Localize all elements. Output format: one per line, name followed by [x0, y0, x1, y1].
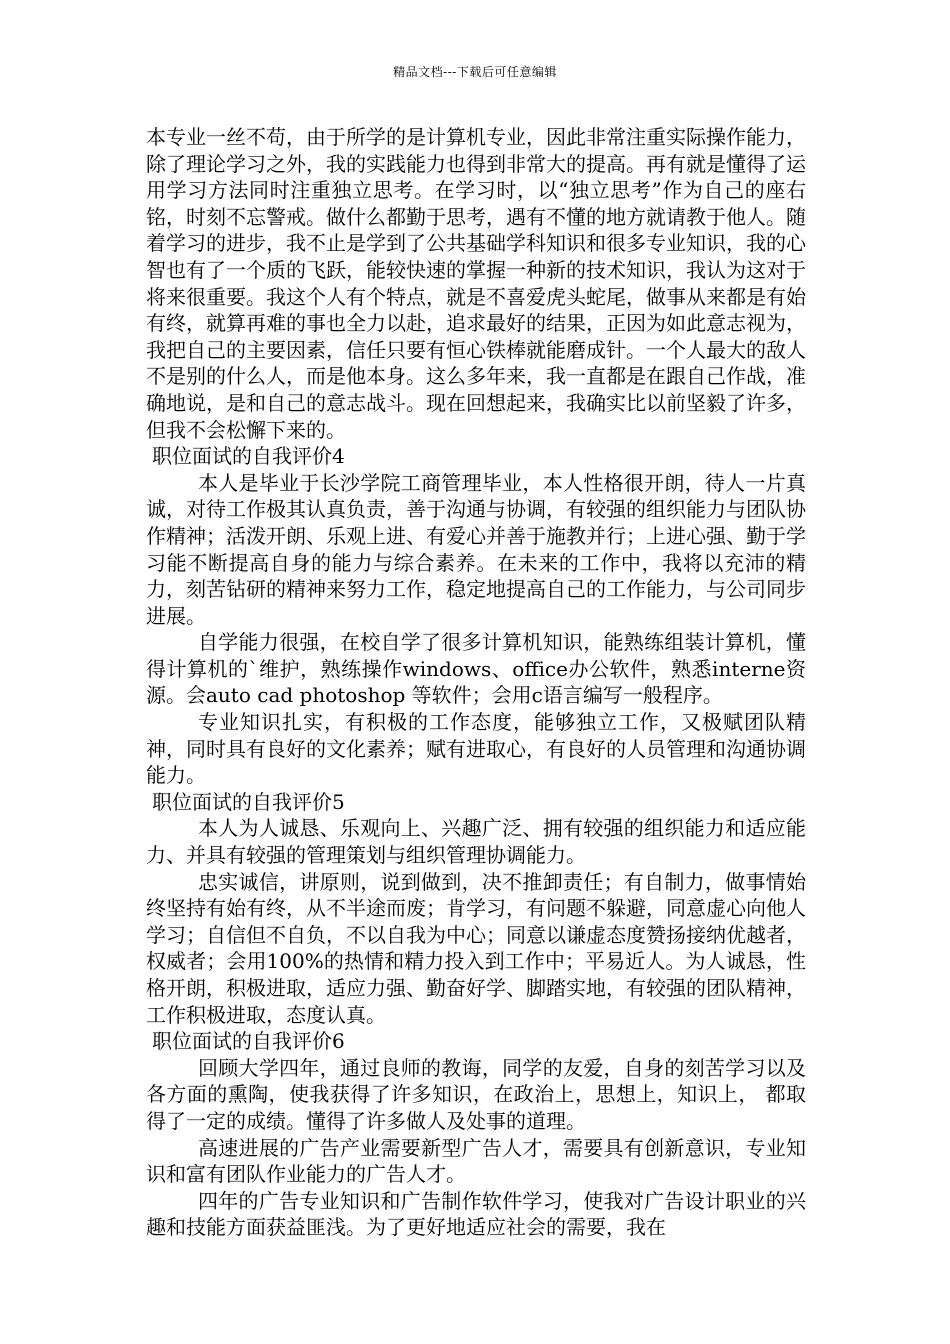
page-header: 精品文档---下载后可任意编辑 [393, 65, 557, 79]
paragraph: 忠实诚信，讲原则，说到做到，决不推卸责任；有自制力，做事情始终坚持有始有终，从不半途而废；肯学习，有问题不躲避，同意虚心向他人学习；自信但不自负，不以自我为中心；同意以谦虚态度赞扬接纳优越者，权威者；会用100%的热情和精力投入到工作中；平易近人。为人诚恳，性格开朗，积极进取，适应力强、勤奋好学、脚踏实地，有较强的团队精神，工作积极进取，态度认真。 [146, 869, 806, 1027]
paragraph: 四年的广告专业知识和广告制作软件学习，使我对广告设计职业的兴趣和技能方面获益匪浅。为了更好地适应社会的需要，我在 [146, 1188, 806, 1240]
paragraph: 本人是毕业于长沙学院工商管理毕业，本人性格很开朗，待人一片真诚，对待工作极其认真负责，善于沟通与协调，有较强的组织能力与团队协作精神；活泼开朗、乐观上进、有爱心并善于施教并行；上进心强、勤于学习能不断提高自身的能力与综合素养。在未来的工作中，我将以充沛的精力，刻苦钻研的精神来努力工作，稳定地提高自己的工作能力，与公司同步进展。 [146, 470, 806, 628]
document-body [146, 124, 806, 1241]
paragraph: 自学能力很强，在校自学了很多计算机知识，能熟练组装计算机，懂得计算机的`维护，熟练操作windows、office办公软件，熟悉interne资源。会auto cad photoshop 等软件；会用c语言编写一般程序。 [146, 630, 806, 708]
paragraph: 本人为人诚恳、乐观向上、兴趣广泛、拥有较强的组织能力和适应能力、并具有较强的管理策划与组织管理协调能力。 [146, 816, 806, 868]
paragraph: 本专业一丝不苟，由于所学的是计算机专业，因此非常注重实际操作能力，除了理论学习之外，我的实践能力也得到非常大的提高。再有就是懂得了运用学习方法同时注重独立思考。在学习时，以“独立思考”作为自己的座右铭，时刻不忘警戒。做什么都勤于思考，遇有不懂的地方就请教于他人。随着学习的进步，我不止是学到了公共基础学科知识和很多专业知识，我的心智也有了一个质的飞跃，能较快速的掌握一种新的技术知识，我认为这对于将来很重要。我这个人有个特点，就是不喜爱虎头蛇尾，做事从来都是有始有终，就算再难的事也全力以赴，追求最好的结果，正因为如此意志视为，我把自己的主要因素，信任只要有恒心铁棒就能磨成针。一个人最大的敌人不是别的什么人，而是他本身。这么多年来，我一直都是在跟自己作战，准确地说，是和自己的意志战斗。现在回想起来，我确实比以前坚毅了许多，但我不会松懈下来的。 [146, 125, 806, 442]
paragraph: 高速进展的广告产业需要新型广告人才，需要具有创新意识，专业知识和富有团队作业能力的广告人才。 [146, 1135, 806, 1187]
paragraph: 回顾大学四年，通过良师的教诲，同学的友爱，自身的刻苦学习以及各方面的熏陶，使我获得了许多知识，在政治上，思想上，知识上， 都取得了一定的成绩。懂得了许多做人及处事的道理。 [146, 1055, 806, 1133]
section-heading: 职位面试的自我评价6 [152, 1029, 345, 1054]
section-heading: 职位面试的自我评价5 [152, 789, 345, 814]
paragraph: 专业知识扎实，有积极的工作态度，能够独立工作，又极赋团队精神，同时具有良好的文化素养；赋有进取心，有良好的人员管理和沟通协调能力。 [146, 710, 806, 788]
section-heading: 职位面试的自我评价4 [152, 444, 345, 469]
